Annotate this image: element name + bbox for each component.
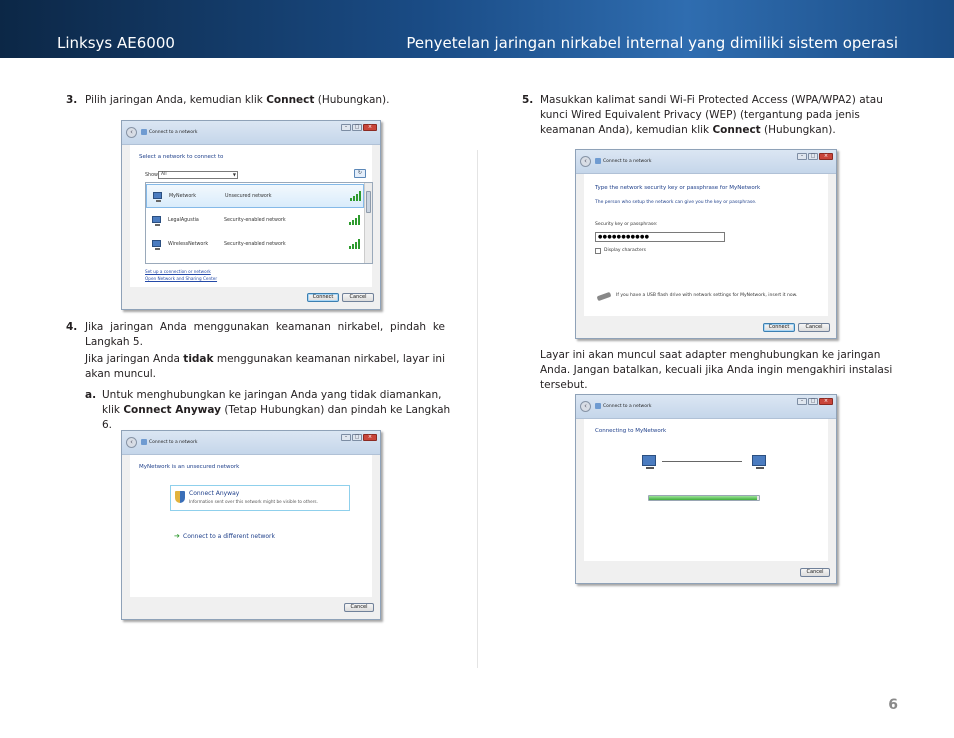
dialog-unsecured-network	[121, 430, 381, 620]
security-key-label: Security key or passphrase:	[595, 222, 658, 227]
connect-anyway-label: Connect Anyway	[189, 490, 240, 497]
show-dropdown[interactable]: All ▼	[158, 171, 238, 179]
minimize-icon[interactable]: –	[341, 124, 351, 131]
close-icon[interactable]: ×	[363, 434, 377, 441]
security-shield-icon	[175, 491, 185, 503]
step4-paragraph-1: Jika jaringan Anda menggunakan keamanan nirkabel, pindah ke Langkah 5.	[85, 321, 445, 348]
column-divider	[477, 150, 478, 668]
title-bar	[122, 121, 380, 145]
dialog-content	[130, 145, 372, 287]
back-arrow-icon[interactable]: ‹	[580, 401, 591, 412]
scrollbar[interactable]	[364, 183, 372, 263]
cancel-button[interactable]: Cancel	[800, 568, 830, 577]
connect-anyway-description: Information sent over this network might be visible to others.	[189, 499, 318, 504]
network-sharing-center-link[interactable]: Open Network and Sharing Center	[145, 276, 218, 281]
computer-icon	[642, 455, 656, 466]
wireless-network-icon	[152, 216, 161, 223]
connect-button[interactable]: Connect	[307, 293, 339, 302]
section-title: Penyetelan jaringan nirkabel internal yang dimiliki sistem operasi	[406, 34, 898, 52]
dialog-heading: Select a network to connect to	[139, 154, 224, 160]
close-icon[interactable]: ×	[363, 124, 377, 131]
minimize-icon[interactable]: –	[797, 153, 807, 160]
step3-text: Pilih jaringan Anda, kemudian klik Connect (Hubungkan).	[85, 94, 390, 106]
connection-progress-bar	[648, 495, 760, 501]
product-name: Linksys AE6000	[57, 34, 175, 52]
title-bar	[576, 150, 836, 174]
cancel-button[interactable]: Cancel	[798, 323, 830, 332]
connection-line	[662, 461, 742, 462]
network-icon	[141, 129, 147, 135]
network-icon	[595, 403, 601, 409]
dialog-content	[584, 174, 828, 316]
maximize-icon[interactable]: □	[352, 434, 362, 441]
refresh-button[interactable]: ↻	[354, 169, 366, 178]
header-banner	[0, 0, 954, 58]
back-arrow-icon[interactable]: ‹	[126, 127, 137, 138]
dialog-title: Connect to a network	[603, 159, 652, 164]
dialog-title: Connect to a network	[149, 130, 198, 135]
connect-button[interactable]: Connect	[763, 323, 795, 332]
network-name: MyNetwork	[169, 194, 197, 199]
step3-number: 3.	[66, 94, 78, 106]
green-arrow-icon: ➔	[174, 532, 180, 540]
close-icon[interactable]: ×	[819, 153, 833, 160]
network-list	[145, 182, 373, 264]
connect-different-network-option[interactable]: Connect to a different network	[183, 533, 275, 540]
signal-strength-icon	[349, 239, 361, 249]
dialog-subtext: The person who setup the network can give you the key or passphrase.	[595, 200, 757, 205]
dialog-connecting	[575, 394, 837, 584]
connect-anyway-option[interactable]	[170, 485, 350, 511]
back-arrow-icon[interactable]: ‹	[580, 156, 591, 167]
network-row[interactable]	[146, 209, 364, 233]
signal-strength-icon	[349, 215, 361, 225]
back-arrow-icon[interactable]: ‹	[126, 437, 137, 448]
setup-connection-link[interactable]: Set up a connection or network	[145, 269, 211, 274]
page-number: 6	[888, 697, 898, 713]
network-security: Unsecured network	[225, 194, 272, 199]
network-icon	[141, 439, 147, 445]
step5-number: 5.	[522, 94, 534, 106]
step4a-text: Untuk menghubungkan ke jaringan Anda yang tidak diamankan, klik Connect Anyway (Tetap Hubungkan) dan pindah ke Langkah 6.	[102, 389, 451, 431]
dialog-content	[584, 419, 828, 561]
network-row[interactable]	[146, 233, 364, 257]
network-security: Security-enabled network	[224, 218, 286, 223]
cancel-button[interactable]: Cancel	[344, 603, 374, 612]
network-globe-icon	[752, 455, 766, 466]
network-name: LegalAgustia	[168, 218, 199, 223]
step4-number: 4.	[66, 321, 78, 333]
security-key-input[interactable]: ●●●●●●●●●●●	[595, 232, 725, 242]
display-characters-label: Display characters	[604, 248, 646, 253]
signal-strength-icon	[350, 191, 362, 201]
dialog-content	[130, 455, 372, 597]
network-row[interactable]	[146, 184, 364, 208]
minimize-icon[interactable]: –	[797, 398, 807, 405]
dialog-select-network	[121, 120, 381, 310]
network-security: Security-enabled network	[224, 242, 286, 247]
step4a-number: a.	[85, 389, 97, 401]
connecting-note: Layar ini akan muncul saat adapter menghubungkan ke jaringan Anda. Jangan batalkan, kecuali jika Anda ingin mengakhiri instalasi tersebut.	[540, 349, 893, 391]
close-icon[interactable]: ×	[819, 398, 833, 405]
cancel-button[interactable]: Cancel	[342, 293, 374, 302]
dialog-title: Connect to a network	[149, 440, 198, 445]
show-label: Show	[145, 173, 158, 178]
step4-paragraph-2: Jika jaringan Anda tidak menggunakan keamanan nirkabel, layar ini akan muncul.	[85, 353, 446, 380]
maximize-icon[interactable]: □	[808, 153, 818, 160]
dialog-title: Connect to a network	[603, 404, 652, 409]
network-name: WirelessNetwork	[168, 242, 209, 247]
chevron-down-icon: ▼	[232, 172, 236, 177]
network-icon	[595, 158, 601, 164]
title-bar	[576, 395, 836, 419]
dialog-heading: Type the network security key or passphrase for MyNetwork	[595, 185, 761, 191]
usb-note: If you have a USB flash drive with network settings for MyNetwork, insert it now.	[616, 293, 798, 298]
wireless-network-icon	[152, 240, 161, 247]
maximize-icon[interactable]: □	[352, 124, 362, 131]
maximize-icon[interactable]: □	[808, 398, 818, 405]
dialog-security-key	[575, 149, 837, 339]
dialog-heading: Connecting to MyNetwork	[595, 428, 667, 434]
display-characters-checkbox[interactable]	[595, 248, 601, 254]
progress-fill	[649, 496, 757, 500]
usb-drive-icon	[597, 292, 612, 301]
title-bar	[122, 431, 380, 455]
wireless-network-icon	[153, 192, 162, 199]
minimize-icon[interactable]: –	[341, 434, 351, 441]
dialog-heading: MyNetwork is an unsecured network	[139, 464, 240, 470]
step5-text: Masukkan kalimat sandi Wi-Fi Protected Access (WPA/WPA2) atau kunci Wired Equivalent Privacy (WEP) (tergantung pada jenis keamanan Anda), kemudian klik Connect (Hubungkan).	[540, 94, 883, 136]
